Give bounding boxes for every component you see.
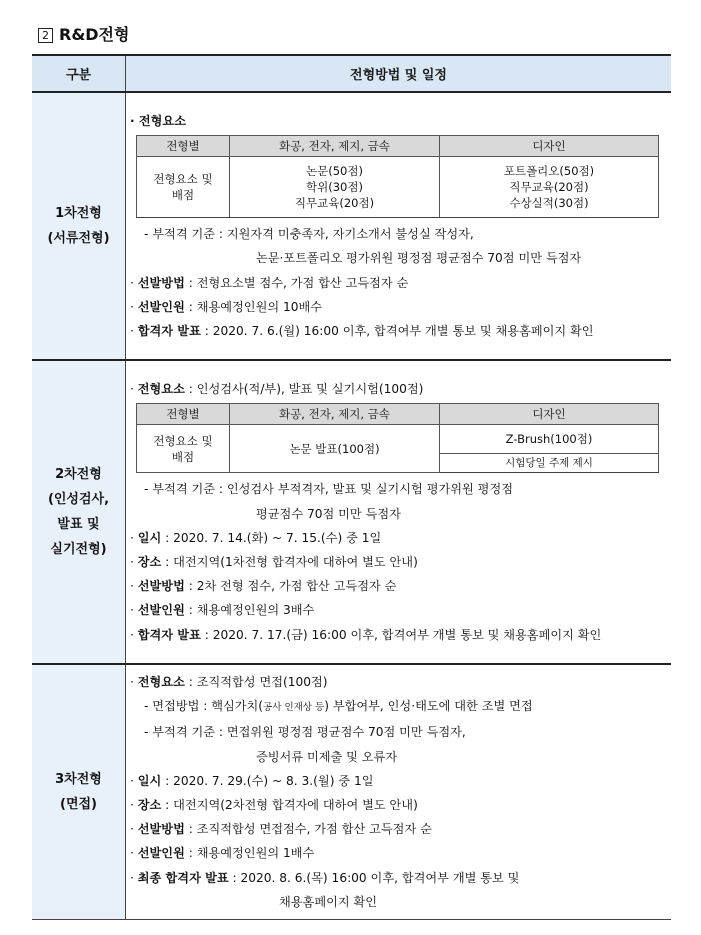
stage2-fail-criteria: - 부적격 기준 : 인성검사 부적격자, 발표 및 실기시험 평가위원 평정점 [144, 482, 513, 497]
inner-header-type: 전형별 [137, 136, 230, 157]
stage1-fail-criteria: - 부적격 기준 : 지원자격 미충족자, 자기소개서 불성실 작성자, [144, 227, 474, 242]
stage1-row-label: 전형요소 및 배점 [137, 157, 230, 218]
stage3-items: · 전형요소 : 조직적합성 면접(100점) [130, 674, 328, 689]
stage2-content [126, 360, 672, 664]
inner-header-eng: 화공, 전자, 제지, 금속 [230, 404, 440, 425]
stage3-date: · 일시 : 2020. 7. 29.(수) ~ 8. 3.(월) 중 1일 [130, 773, 374, 788]
stage2-place: · 장소 : 대전지역(1차전형 합격자에 대하여 별도 안내) [130, 555, 418, 569]
stage1-announcement: · 합격자 발표 : 2020. 7. 6.(월) 16:00 이후, 합격여부 개별 통보 및 채용홈페이지 확인 [130, 323, 594, 338]
header-method: 전형방법 및 일정 [126, 55, 672, 92]
stage2-date: · 일시 : 2020. 7. 14.(화) ~ 7. 15.(수) 중 1일 [130, 530, 382, 545]
stage1-eng-scores: 논문(50점) 학위(30점) 직무교육(20점) [230, 157, 440, 218]
inner-header-type: 전형별 [137, 404, 230, 425]
stage3-label: 3차전형 (면접) [32, 664, 126, 920]
stage1-items-label: · 전형요소 [130, 113, 186, 128]
stage3-selection-count: · 선발인원 : 채용예정인원의 1배수 [130, 846, 315, 861]
stage1-selection-method: · 선발방법 : 전형요소별 점수, 가점 합산 고득점자 순 [130, 275, 409, 290]
stage1-selection-count: · 선발인원 : 채용예정인원의 10배수 [130, 299, 323, 314]
stage2-score-table [136, 403, 659, 473]
stage3-announcement-cont: 채용홈페이지 확인 [279, 894, 378, 909]
stage1-subname: (서류전형) [47, 231, 110, 246]
stage2-fail-criteria-cont: 평균점수 70점 미만 득점자 [256, 506, 401, 521]
stage2-selection-count: · 선발인원 : 채용예정인원의 3배수 [130, 603, 315, 618]
section-title-text: R&D전형 [59, 25, 130, 44]
stage3-interview-method: - 면접방법 : 핵심가치(공사 인재상 등) 부합여부, 인성·태도에 대한 조별 면접 [144, 699, 533, 714]
stage3-selection-method: · 선발방법 : 조직적합성 면접점수, 가점 합산 고득점자 순 [130, 822, 432, 837]
stage2-design-note: 시험당일 주제 제시 [440, 454, 659, 473]
stage3-fail-criteria-cont: 증빙서류 미제출 및 오류자 [256, 749, 398, 764]
stage1-name: 1차전형 [55, 206, 102, 221]
stage3-announcement: · 최종 합격자 발표 : 2020. 8. 6.(목) 16:00 이후, 합격여부 개별 통보 및 [130, 870, 520, 885]
stage2-row-label: 전형요소 및 배점 [137, 425, 230, 473]
inner-header-design: 디자인 [440, 404, 659, 425]
stage2-selection-method: · 선발방법 : 2차 전형 점수, 가점 합산 고득점자 순 [130, 579, 397, 594]
recruitment-table [32, 54, 671, 920]
stage3-fail-criteria: - 부적격 기준 : 면접위원 평정점 평균점수 70점 미만 득점자, [144, 725, 466, 740]
stage2-announcement: · 합격자 발표 : 2020. 7. 17.(금) 16:00 이후, 합격여부 개별 통보 및 채용홈페이지 확인 [130, 627, 602, 642]
section-number: 2 [38, 28, 53, 43]
stage1-row [32, 92, 671, 360]
stage2-items: · 전형요소 : 인성검사(적/부), 발표 및 실기시험(100점) [130, 382, 424, 397]
stage2-eng-score: 논문 발표(100점) [230, 425, 440, 473]
header-row [32, 55, 671, 92]
stage2-design-score: Z-Brush(100점) [440, 425, 659, 454]
stage1-label [32, 92, 126, 360]
stage1-score-table [136, 135, 659, 218]
stage3-place: · 장소 : 대전지역(2차전형 합격자에 대하여 별도 안내) [130, 798, 418, 812]
stage1-content [126, 92, 672, 360]
stage2-row [32, 360, 671, 664]
section-title [38, 22, 129, 45]
stage2-label: 2차전형 (인성검사, 발표 및 실기전형) [32, 360, 126, 664]
stage3-row [32, 664, 671, 920]
inner-header-design: 디자인 [440, 136, 659, 157]
stage3-content [126, 664, 672, 920]
header-category: 구분 [32, 55, 126, 92]
stage1-fail-criteria-cont: 논문·포트폴리오 평가위원 평정점 평균점수 70점 미만 득점자 [256, 251, 582, 266]
inner-header-eng: 화공, 전자, 제지, 금속 [230, 136, 440, 157]
stage1-design-scores: 포트폴리오(50점) 직무교육(20점) 수상실적(30점) [440, 157, 659, 218]
